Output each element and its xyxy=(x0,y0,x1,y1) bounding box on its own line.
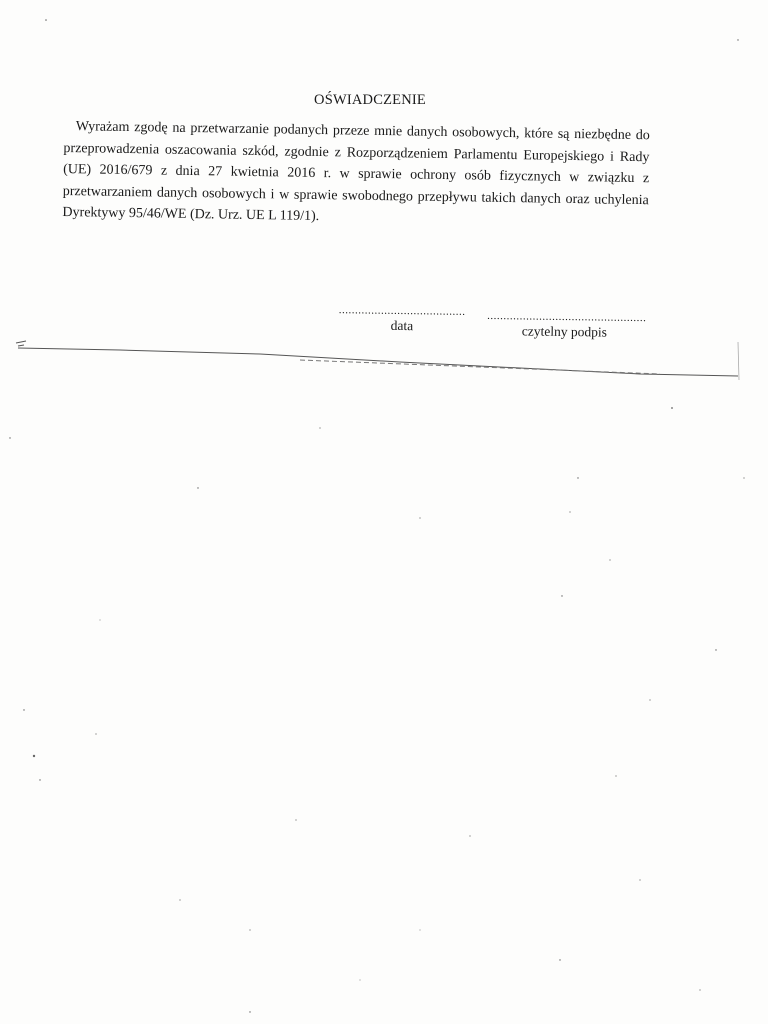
signature-dotted-line: ................................................. xyxy=(487,309,647,325)
scan-specks xyxy=(9,19,744,1013)
cut-line xyxy=(16,341,739,380)
document-title: OŚWIADCZENIE xyxy=(314,92,426,108)
date-dotted-line: ....................................... xyxy=(338,304,466,318)
date-label: data xyxy=(390,317,414,334)
consent-paragraph: Wyrażam zgodę na przetwarzanie podanych przeze mnie danych osobowych, które są niezbędne do przeprowadzenia oszacowania szkód, zgodnie z Rozporządzeniem Parlamentu Europejskiego i Rady (UE) 2016/679 z dnia 27 kwietnia 2016 r. w sprawie ochrony osób fizycznych w związku z przetwarzaniem danych osobowych i w sprawie swobodnego przepływu takich danych oraz uchylenia Dyrektywy 95/46/WE (Dz. Urz. UE L 119/1). xyxy=(62,119,650,225)
signature-label: czytelny podpis xyxy=(521,323,608,340)
